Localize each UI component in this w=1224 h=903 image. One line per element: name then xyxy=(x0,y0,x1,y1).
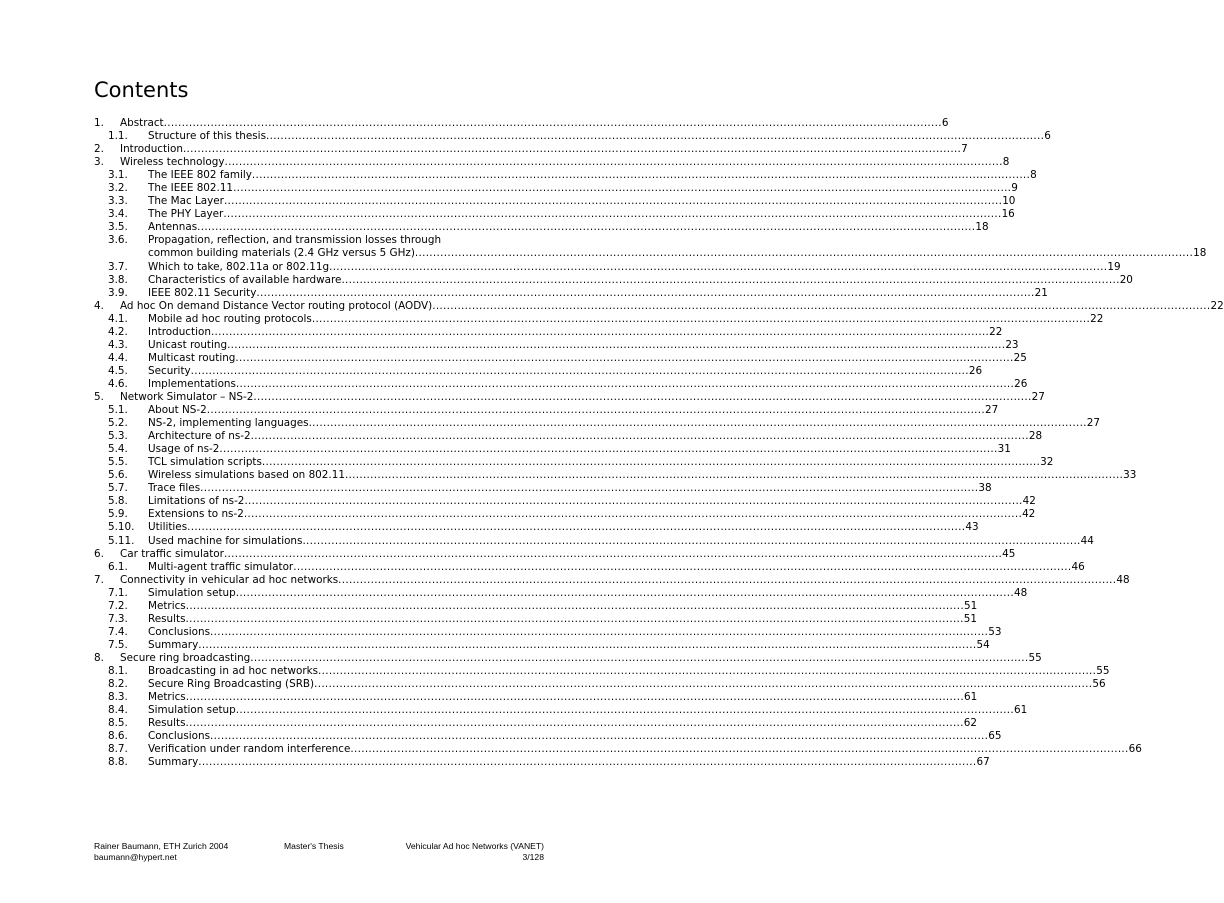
toc-text: Broadcasting in ad hoc networks xyxy=(148,664,319,677)
toc-text: Connectivity in vehicular ad hoc networks xyxy=(120,573,339,586)
toc-leader-dots xyxy=(415,247,1193,260)
toc-entry[interactable] xyxy=(94,756,990,769)
toc-text: Mobile ad hoc routing protocols xyxy=(148,312,312,325)
toc-leader-dots xyxy=(233,182,1011,195)
toc-number: 3.1. xyxy=(108,169,128,182)
toc-entry[interactable] xyxy=(94,573,1130,587)
toc-entry[interactable] xyxy=(94,612,977,626)
toc-leader-dots xyxy=(183,143,961,156)
toc-number: 8.2. xyxy=(108,678,128,691)
toc-number: 3.2. xyxy=(108,182,128,195)
toc-leader-dots xyxy=(262,456,1040,469)
toc-entry[interactable] xyxy=(94,364,983,378)
toc-number: 8.6. xyxy=(108,730,128,743)
toc-text: Extensions to ns-2 xyxy=(148,508,244,521)
toc-text: Limitations of ns-2 xyxy=(148,495,245,508)
toc-leader-dots xyxy=(200,482,978,495)
toc-number: 3.3. xyxy=(108,195,128,208)
toc-entry[interactable] xyxy=(94,638,990,652)
toc-entry[interactable] xyxy=(94,456,1054,469)
toc-leader-dots xyxy=(266,130,1044,143)
toc-leader-dots xyxy=(207,404,985,417)
toc-text: Car traffic simulator xyxy=(120,547,224,560)
toc-leader-dots xyxy=(236,378,1014,391)
toc-text: Verification under random interference xyxy=(148,743,351,756)
footer-doc-type: Master's Thesis xyxy=(284,841,344,851)
toc-page-number: 23 xyxy=(1005,338,1019,351)
toc-leader-dots xyxy=(345,469,1123,482)
toc-page-number: 56 xyxy=(1092,678,1106,691)
toc-leader-dots xyxy=(302,535,1080,548)
toc-number: 5.1. xyxy=(108,404,128,417)
toc-entry[interactable] xyxy=(94,625,1002,639)
toc-page-number: 6 xyxy=(1044,130,1051,143)
toc-leader-dots xyxy=(312,313,1090,326)
toc-page-number: 46 xyxy=(1071,560,1085,573)
toc-entry[interactable] xyxy=(94,338,1019,352)
footer-doc-title: Vehicular Ad hoc Networks (VANET) xyxy=(405,841,544,851)
toc-page-number: 48 xyxy=(1116,573,1130,586)
toc-entry[interactable] xyxy=(94,234,1207,260)
toc-number: 3. xyxy=(94,156,104,169)
toc-text: Metrics xyxy=(148,691,186,704)
toc-number: 8. xyxy=(94,651,104,664)
toc-page-number: 25 xyxy=(1013,351,1027,364)
toc-number: 6. xyxy=(94,547,104,560)
footer-email: baumann@hypert.net xyxy=(94,852,177,862)
toc-text-continued: common building materials (2.4 GHz versus 5 GHz) xyxy=(148,247,415,260)
toc-text: The PHY Layer xyxy=(148,208,224,221)
toc-page-number: 22 xyxy=(989,325,1003,338)
toc-page-number: 19 xyxy=(1107,260,1121,273)
toc-number: 1.1. xyxy=(108,130,128,143)
toc-text: NS-2, implementing languages xyxy=(148,417,309,430)
toc-number: 5.3. xyxy=(108,430,128,443)
toc-page-number: 10 xyxy=(1002,195,1016,208)
toc-entry[interactable] xyxy=(94,299,1224,313)
toc-leader-dots xyxy=(250,652,1028,665)
footer-left xyxy=(94,841,228,863)
toc-number: 3.5. xyxy=(108,221,128,234)
toc-text: Wireless technology xyxy=(120,156,225,169)
toc-page-number: 61 xyxy=(1013,704,1028,717)
toc-entry[interactable] xyxy=(94,717,977,730)
toc-text: Which to take, 802.11a or 802.11g xyxy=(148,260,330,273)
toc-page-number: 43 xyxy=(965,521,979,534)
toc-number: 3.8. xyxy=(108,273,128,286)
toc-number: 5.7. xyxy=(108,482,128,495)
toc-number: 3.6. xyxy=(108,234,128,247)
toc-page-number: 53 xyxy=(988,625,1002,638)
toc-number: 8.7. xyxy=(108,743,128,756)
toc-page-number: 18 xyxy=(975,221,989,234)
toc-text: Conclusions xyxy=(148,730,211,743)
toc-text: The Mac Layer xyxy=(148,195,224,208)
toc-entry[interactable] xyxy=(94,678,1106,691)
toc-text: Results xyxy=(148,612,186,625)
toc-text: Used machine for simulations xyxy=(148,534,303,547)
toc-entry[interactable] xyxy=(94,586,1028,600)
toc-page-number: 7 xyxy=(961,143,968,156)
toc-page-number: 28 xyxy=(1028,430,1043,443)
toc-number: 8.4. xyxy=(108,704,128,717)
toc-entry[interactable] xyxy=(94,469,1137,482)
toc-leader-dots xyxy=(186,600,964,613)
toc-entry[interactable] xyxy=(94,182,1018,195)
toc-text: Multicast routing xyxy=(148,351,236,364)
toc-text: Introduction xyxy=(120,143,183,156)
toc-leader-dots xyxy=(224,156,1002,169)
toc-text: Antennas xyxy=(148,221,198,234)
footer-page-indicator: 3/128 xyxy=(522,852,544,862)
toc-leader-dots xyxy=(224,548,1002,561)
toc-leader-dots xyxy=(256,287,1034,300)
toc-number: 8.5. xyxy=(108,717,128,730)
toc-entry[interactable] xyxy=(94,260,1121,274)
toc-leader-dots xyxy=(235,352,1013,365)
toc-leader-dots xyxy=(210,626,988,639)
toc-leader-dots xyxy=(244,508,1022,521)
toc-number: 8.1. xyxy=(108,664,128,677)
toc-text: Trace files xyxy=(148,482,201,495)
toc-entry[interactable] xyxy=(94,730,1002,743)
toc-leader-dots xyxy=(197,221,975,234)
toc-entry[interactable] xyxy=(94,651,1042,665)
toc-leader-dots xyxy=(191,365,969,378)
toc-leader-dots xyxy=(219,443,997,456)
toc-page-number: 8 xyxy=(1030,169,1037,182)
toc-number: 5.5. xyxy=(108,456,128,469)
toc-page-number: 42 xyxy=(1022,495,1036,508)
toc-text: Characteristics of available hardware xyxy=(148,273,342,286)
toc-entry[interactable] xyxy=(94,221,989,234)
toc-number: 4.2. xyxy=(108,325,128,338)
toc-text: The IEEE 802.11 xyxy=(148,182,234,195)
toc-text: Architecture of ns-2 xyxy=(148,430,251,443)
toc-page-number: 16 xyxy=(1001,208,1015,221)
toc-text: Network Simulator – NS-2 xyxy=(120,390,254,403)
toc-text: Structure of this thesis xyxy=(148,130,266,143)
toc-leader-dots xyxy=(224,195,1002,208)
toc-text: Ad hoc On demand Distance Vector routing protocol (AODV) xyxy=(120,299,433,312)
toc-text: Simulation setup xyxy=(148,704,236,717)
toc-number: 5.8. xyxy=(108,495,128,508)
toc-page-number: 6 xyxy=(941,117,949,129)
toc-page-number: 61 xyxy=(963,691,978,704)
toc-leader-dots xyxy=(210,730,988,743)
footer-right xyxy=(406,841,544,863)
toc-page-number: 51 xyxy=(963,599,978,612)
toc-entry[interactable] xyxy=(94,351,1027,365)
toc-number: 7. xyxy=(94,573,104,586)
toc-text: Security xyxy=(148,364,191,377)
toc-entry[interactable] xyxy=(94,704,1028,717)
toc-leader-dots xyxy=(236,704,1014,717)
toc-page-number: 22 xyxy=(1210,299,1224,312)
toc-page-number: 44 xyxy=(1080,534,1094,547)
toc-page-number: 33 xyxy=(1123,469,1137,482)
toc-leader-dots xyxy=(309,417,1087,430)
toc-number: 4.6. xyxy=(108,377,128,390)
toc-leader-dots xyxy=(227,339,1005,352)
toc-number: 5.11. xyxy=(108,534,135,547)
toc-leader-dots xyxy=(186,691,964,704)
toc-leader-dots xyxy=(198,639,976,652)
toc-page-number: 42 xyxy=(1022,508,1036,521)
toc-page-number: 38 xyxy=(978,482,992,495)
toc-leader-dots xyxy=(211,326,989,339)
toc-leader-dots xyxy=(314,678,1092,691)
toc-leader-dots xyxy=(223,208,1001,221)
toc-entry[interactable] xyxy=(94,390,1045,404)
toc-leader-dots xyxy=(198,756,976,769)
toc-page-number: 62 xyxy=(963,717,977,730)
toc-text: Secure Ring Broadcasting (SRB) xyxy=(148,678,315,691)
toc-text: Utilities xyxy=(148,521,188,534)
toc-entry[interactable] xyxy=(94,691,978,704)
toc-leader-dots xyxy=(432,300,1210,313)
toc-number: 5.9. xyxy=(108,508,128,521)
toc-number: 4.3. xyxy=(108,338,128,351)
toc-text: TCL simulation scripts xyxy=(148,456,262,469)
toc-page-number: 65 xyxy=(988,730,1002,743)
toc-number: 7.3. xyxy=(108,612,128,625)
toc-page-number: 26 xyxy=(1014,377,1028,390)
toc-leader-dots xyxy=(244,495,1022,508)
toc-leader-dots xyxy=(318,665,1096,678)
toc-text: Propagation, reflection, and transmission losses through xyxy=(148,234,442,247)
toc-text: Conclusions xyxy=(148,625,211,638)
toc-number: 4.1. xyxy=(108,312,128,325)
toc-entry[interactable] xyxy=(94,286,1048,300)
toc-text: Metrics xyxy=(148,599,186,612)
toc-page-number: 55 xyxy=(1096,664,1110,677)
toc-text: IEEE 802.11 Security xyxy=(148,286,257,299)
toc-number: 3.4. xyxy=(108,208,128,221)
toc-number: 7.5. xyxy=(108,638,128,651)
toc-entry[interactable] xyxy=(94,495,1036,508)
page-title: Contents xyxy=(94,78,189,102)
table-of-contents xyxy=(94,117,1224,769)
toc-entry[interactable] xyxy=(94,325,1003,339)
toc-entry[interactable] xyxy=(94,169,1037,182)
toc-number: 5.10. xyxy=(108,521,135,534)
toc-entry[interactable] xyxy=(94,143,968,156)
toc-number: 6.1. xyxy=(108,560,128,573)
toc-number: 5. xyxy=(94,390,104,403)
toc-entry[interactable] xyxy=(94,195,1016,208)
toc-number: 8.8. xyxy=(108,756,128,769)
toc-entry[interactable] xyxy=(94,743,1142,756)
toc-page-number: 27 xyxy=(1031,390,1045,403)
toc-text: Unicast routing xyxy=(148,338,228,351)
toc-number: 4. xyxy=(94,299,104,312)
toc-leader-dots xyxy=(329,261,1107,274)
toc-number: 1. xyxy=(94,117,104,129)
toc-page-number: 27 xyxy=(1086,417,1101,430)
toc-leader-dots xyxy=(350,743,1128,756)
toc-entry[interactable] xyxy=(94,156,1010,169)
toc-entry[interactable] xyxy=(94,130,1051,143)
toc-leader-dots xyxy=(186,717,964,730)
toc-page-number: 54 xyxy=(976,638,990,651)
toc-entry[interactable] xyxy=(94,664,1110,678)
toc-entry[interactable] xyxy=(94,208,1015,221)
toc-page-number: 48 xyxy=(1013,586,1028,599)
toc-leader-dots xyxy=(341,274,1119,287)
toc-number: 3.9. xyxy=(108,286,128,299)
toc-entry[interactable] xyxy=(94,117,949,130)
toc-number: 2. xyxy=(94,143,104,156)
toc-leader-dots xyxy=(253,391,1031,404)
toc-entry[interactable] xyxy=(94,312,1104,326)
toc-number: 4.5. xyxy=(108,364,128,377)
toc-page-number: 32 xyxy=(1040,456,1054,469)
toc-entry[interactable] xyxy=(94,560,1085,574)
toc-entry[interactable] xyxy=(94,417,1101,430)
toc-page-number: 26 xyxy=(968,364,983,377)
toc-leader-dots xyxy=(252,169,1030,182)
toc-page-number: 51 xyxy=(963,612,977,625)
toc-text: Multi-agent traffic simulator xyxy=(148,560,294,573)
toc-number: 5.4. xyxy=(108,443,128,456)
toc-entry[interactable] xyxy=(94,273,1133,287)
toc-text: Results xyxy=(148,717,186,730)
toc-number: 7.4. xyxy=(108,625,128,638)
toc-leader-dots xyxy=(293,561,1071,574)
footer-author: Rainer Baumann, ETH Zurich 2004 xyxy=(94,841,229,851)
toc-text: The IEEE 802 family xyxy=(148,169,252,182)
toc-number: 5.2. xyxy=(108,417,128,430)
toc-leader-dots xyxy=(236,587,1014,600)
toc-entry[interactable] xyxy=(94,521,979,534)
toc-page-number: 20 xyxy=(1119,273,1133,286)
toc-number: 7.1. xyxy=(108,586,128,599)
toc-text: Abstract xyxy=(120,117,164,129)
toc-number: 4.4. xyxy=(108,351,128,364)
toc-entry[interactable] xyxy=(94,482,992,495)
toc-text: Simulation setup xyxy=(148,586,236,599)
toc-entry[interactable] xyxy=(94,404,999,417)
toc-text: Usage of ns-2 xyxy=(148,443,220,456)
toc-leader-dots xyxy=(251,430,1029,443)
toc-page-number: 9 xyxy=(1011,182,1018,195)
toc-page-number: 31 xyxy=(997,443,1011,456)
toc-page-number: 22 xyxy=(1090,312,1104,325)
toc-leader-dots xyxy=(187,521,965,534)
toc-entry[interactable] xyxy=(94,430,1043,443)
toc-page-number: 45 xyxy=(1002,547,1016,560)
toc-text: About NS-2 xyxy=(148,404,207,417)
toc-entry[interactable] xyxy=(94,443,1011,456)
toc-text: Introduction xyxy=(148,325,211,338)
toc-number: 7.2. xyxy=(108,599,128,612)
toc-entry[interactable] xyxy=(94,377,1028,391)
toc-leader-dots xyxy=(338,574,1116,587)
toc-entry[interactable] xyxy=(94,547,1016,561)
toc-entry[interactable] xyxy=(94,534,1094,548)
toc-page-number: 55 xyxy=(1028,651,1042,664)
toc-text: Wireless simulations based on 802.11 xyxy=(148,469,345,482)
toc-page-number: 66 xyxy=(1128,743,1142,756)
toc-leader-dots xyxy=(186,613,964,626)
toc-number: 8.3. xyxy=(108,691,128,704)
toc-entry[interactable] xyxy=(94,599,978,613)
toc-text: Implementations xyxy=(148,377,236,390)
toc-page-number: 21 xyxy=(1034,286,1048,299)
toc-number: 3.7. xyxy=(108,260,128,273)
toc-text: Secure ring broadcasting xyxy=(120,651,251,664)
toc-number: 5.6. xyxy=(108,469,128,482)
toc-entry[interactable] xyxy=(94,508,1036,521)
toc-text: Summary xyxy=(148,638,199,651)
toc-page-number: 67 xyxy=(976,756,990,769)
toc-page-number: 8 xyxy=(1002,156,1010,169)
toc-page-number: 18 xyxy=(1193,247,1207,260)
toc-leader-dots xyxy=(164,117,942,130)
toc-text: Summary xyxy=(148,756,199,769)
toc-page-number: 27 xyxy=(985,404,999,417)
